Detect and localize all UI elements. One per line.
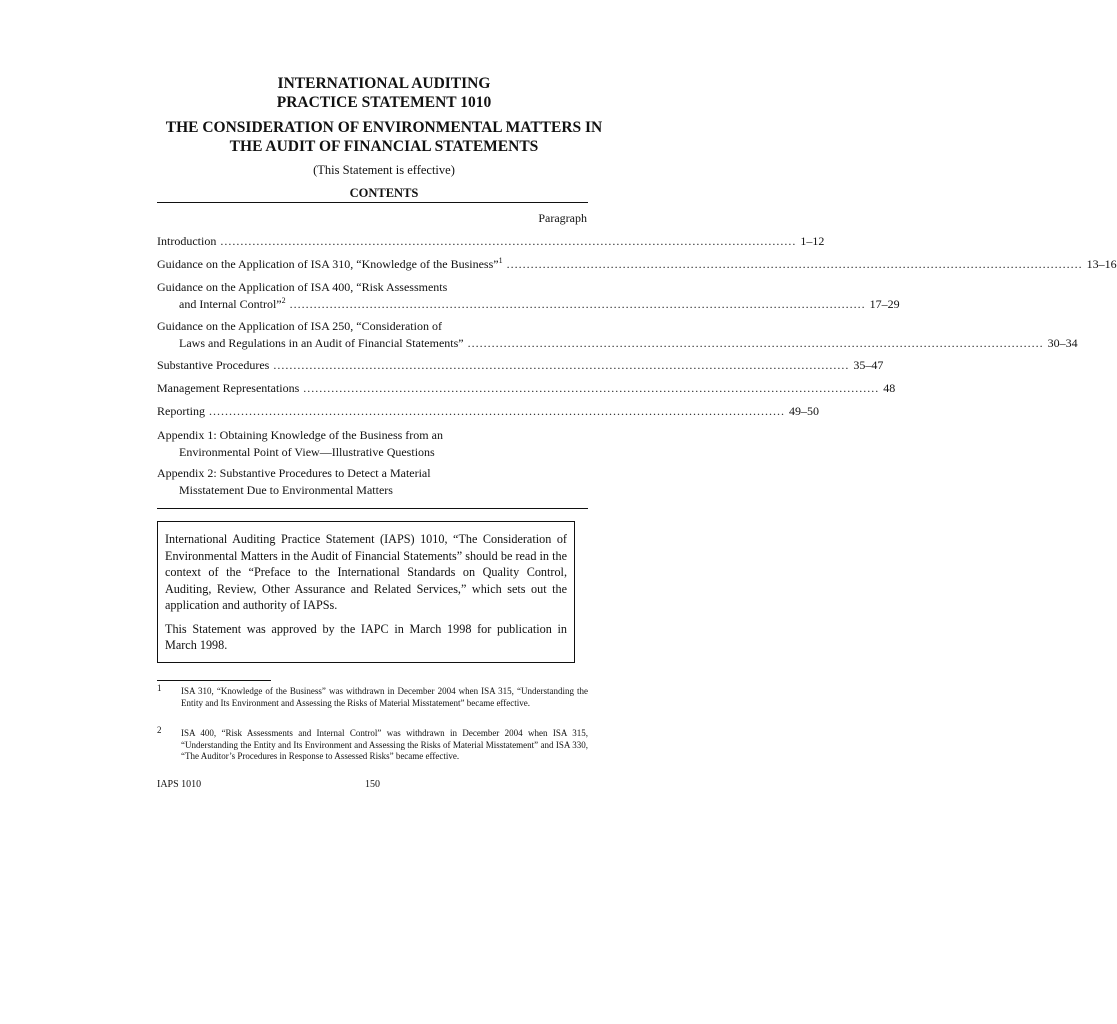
toc-entry-label-line-1: Appendix 2: Substantive Procedures to Detect a Material bbox=[157, 466, 431, 480]
contents-heading: CONTENTS bbox=[349, 186, 419, 200]
toc-entry-label-line-2: Environmental Point of View—Illustrative Questions bbox=[179, 445, 435, 459]
footer-page-number: 150 bbox=[365, 779, 380, 790]
footnote-number: 2 bbox=[157, 725, 162, 735]
dot-leader: ................................................................................................................................................ bbox=[303, 381, 880, 395]
footnote-ref: 2 bbox=[281, 296, 286, 305]
toc-entry-label-line-1: Guidance on the Application of ISA 400, “Risk Assessments bbox=[157, 280, 448, 294]
toc-entry-isa400 bbox=[157, 279, 900, 313]
document-title-line-2: PRACTICE STATEMENT 1010 bbox=[276, 94, 492, 111]
contents-top-rule bbox=[157, 202, 588, 203]
dot-leader: ................................................................................................................................................ bbox=[209, 404, 785, 418]
toc-entry-management-representations bbox=[157, 380, 896, 397]
toc-entry-appendix-1 bbox=[157, 427, 588, 461]
toc-entry-label-line-2: Laws and Regulations in an Audit of Financial Statements” bbox=[179, 336, 464, 350]
notice-paragraph-1: International Auditing Practice Statement (IAPS) 1010, “The Consideration of Environmental Matters in the Audit of Financial Statements” should be read in the context of the “Preface to the International Standards on Quality Control, Auditing, Review, Other Assurance and Related Services,” which sets out the application and authority of IAPSs. bbox=[165, 532, 567, 612]
toc-entry-paragraphs: 48 bbox=[883, 381, 896, 395]
toc-entry-label-line-2: and Internal Control”$^2$ bbox=[179, 296, 286, 311]
toc-entry-label-line-1: Guidance on the Application of ISA 250, “Consideration of bbox=[157, 319, 442, 333]
toc-entry-label: Guidance on the Application of ISA 310, “Knowledge of the Business”$^1$ bbox=[157, 256, 503, 271]
footnote-1 bbox=[157, 683, 588, 709]
toc-entry-label: Introduction bbox=[157, 234, 217, 248]
footnote-text: ISA 400, “Risk Assessments and Internal Control” was withdrawn in December 2004 when ISA 315, “Understanding the Entity and Its Environment and Assessing the Risks of Material Misstatement” and ISA 330, “The Auditor’s Procedures in Response to Assessed Risks” became effective. bbox=[181, 728, 588, 761]
dot-leader: ................................................................................................................................................ bbox=[506, 257, 1083, 271]
effective-note: (This Statement is effective) bbox=[313, 163, 455, 177]
footer-document-id: IAPS 1010 bbox=[157, 779, 202, 790]
contents-bottom-rule bbox=[157, 508, 588, 509]
toc-entry-reporting bbox=[157, 403, 819, 420]
toc-entry-paragraphs: 1–12 bbox=[800, 234, 825, 248]
footnote-2 bbox=[157, 725, 588, 763]
toc-entry-appendix-2 bbox=[157, 465, 588, 499]
paragraph-column-heading: Paragraph bbox=[538, 211, 587, 225]
toc-entry-introduction bbox=[157, 233, 825, 250]
footnote-number: 1 bbox=[157, 683, 162, 693]
document-subtitle-line-1: THE CONSIDERATION OF ENVIRONMENTAL MATTERS IN bbox=[165, 119, 603, 136]
toc-entry-paragraphs: 13–16 bbox=[1086, 257, 1117, 271]
dot-leader: ................................................................................................................................................ bbox=[467, 336, 1044, 350]
toc-entry-label-line-2: Misstatement Due to Environmental Matters bbox=[179, 483, 393, 497]
toc-entry-label: Substantive Procedures bbox=[157, 358, 270, 372]
toc-entry-label-line-1: Appendix 1: Obtaining Knowledge of the Business from an bbox=[157, 428, 443, 442]
toc-entry-isa250 bbox=[157, 318, 1078, 352]
dot-leader: ................................................................................................................................................ bbox=[273, 358, 850, 372]
authority-notice-box bbox=[157, 521, 575, 663]
toc-entry-substantive-procedures bbox=[157, 357, 884, 374]
footnote-text: ISA 310, “Knowledge of the Business” was withdrawn in December 2004 when ISA 315, “Understanding the Entity and Its Environment and Assessing the Risks of Material Misstatement” became effective. bbox=[181, 686, 588, 708]
toc-entry-paragraphs: 35–47 bbox=[853, 358, 884, 372]
footnote-separator bbox=[157, 680, 271, 681]
toc-entry-paragraphs: 49–50 bbox=[789, 404, 819, 418]
toc-entry-label: Reporting bbox=[157, 404, 205, 418]
toc-entry-isa310 bbox=[157, 256, 1117, 273]
dot-leader: ................................................................................................................................................ bbox=[289, 297, 866, 311]
toc-entry-paragraphs: 30–34 bbox=[1047, 336, 1078, 350]
toc-entry-label: Management Representations bbox=[157, 381, 300, 395]
toc-entry-paragraphs: 17–29 bbox=[869, 297, 900, 311]
footnote-ref: 1 bbox=[498, 256, 503, 265]
dot-leader: ................................................................................................................................................ bbox=[220, 234, 797, 248]
document-subtitle-line-2: THE AUDIT OF FINANCIAL STATEMENTS bbox=[229, 138, 539, 155]
document-title-line-1: INTERNATIONAL AUDITING bbox=[277, 75, 491, 92]
notice-paragraph-2: This Statement was approved by the IAPC in March 1998 for publication in March 1998. bbox=[165, 621, 567, 652]
